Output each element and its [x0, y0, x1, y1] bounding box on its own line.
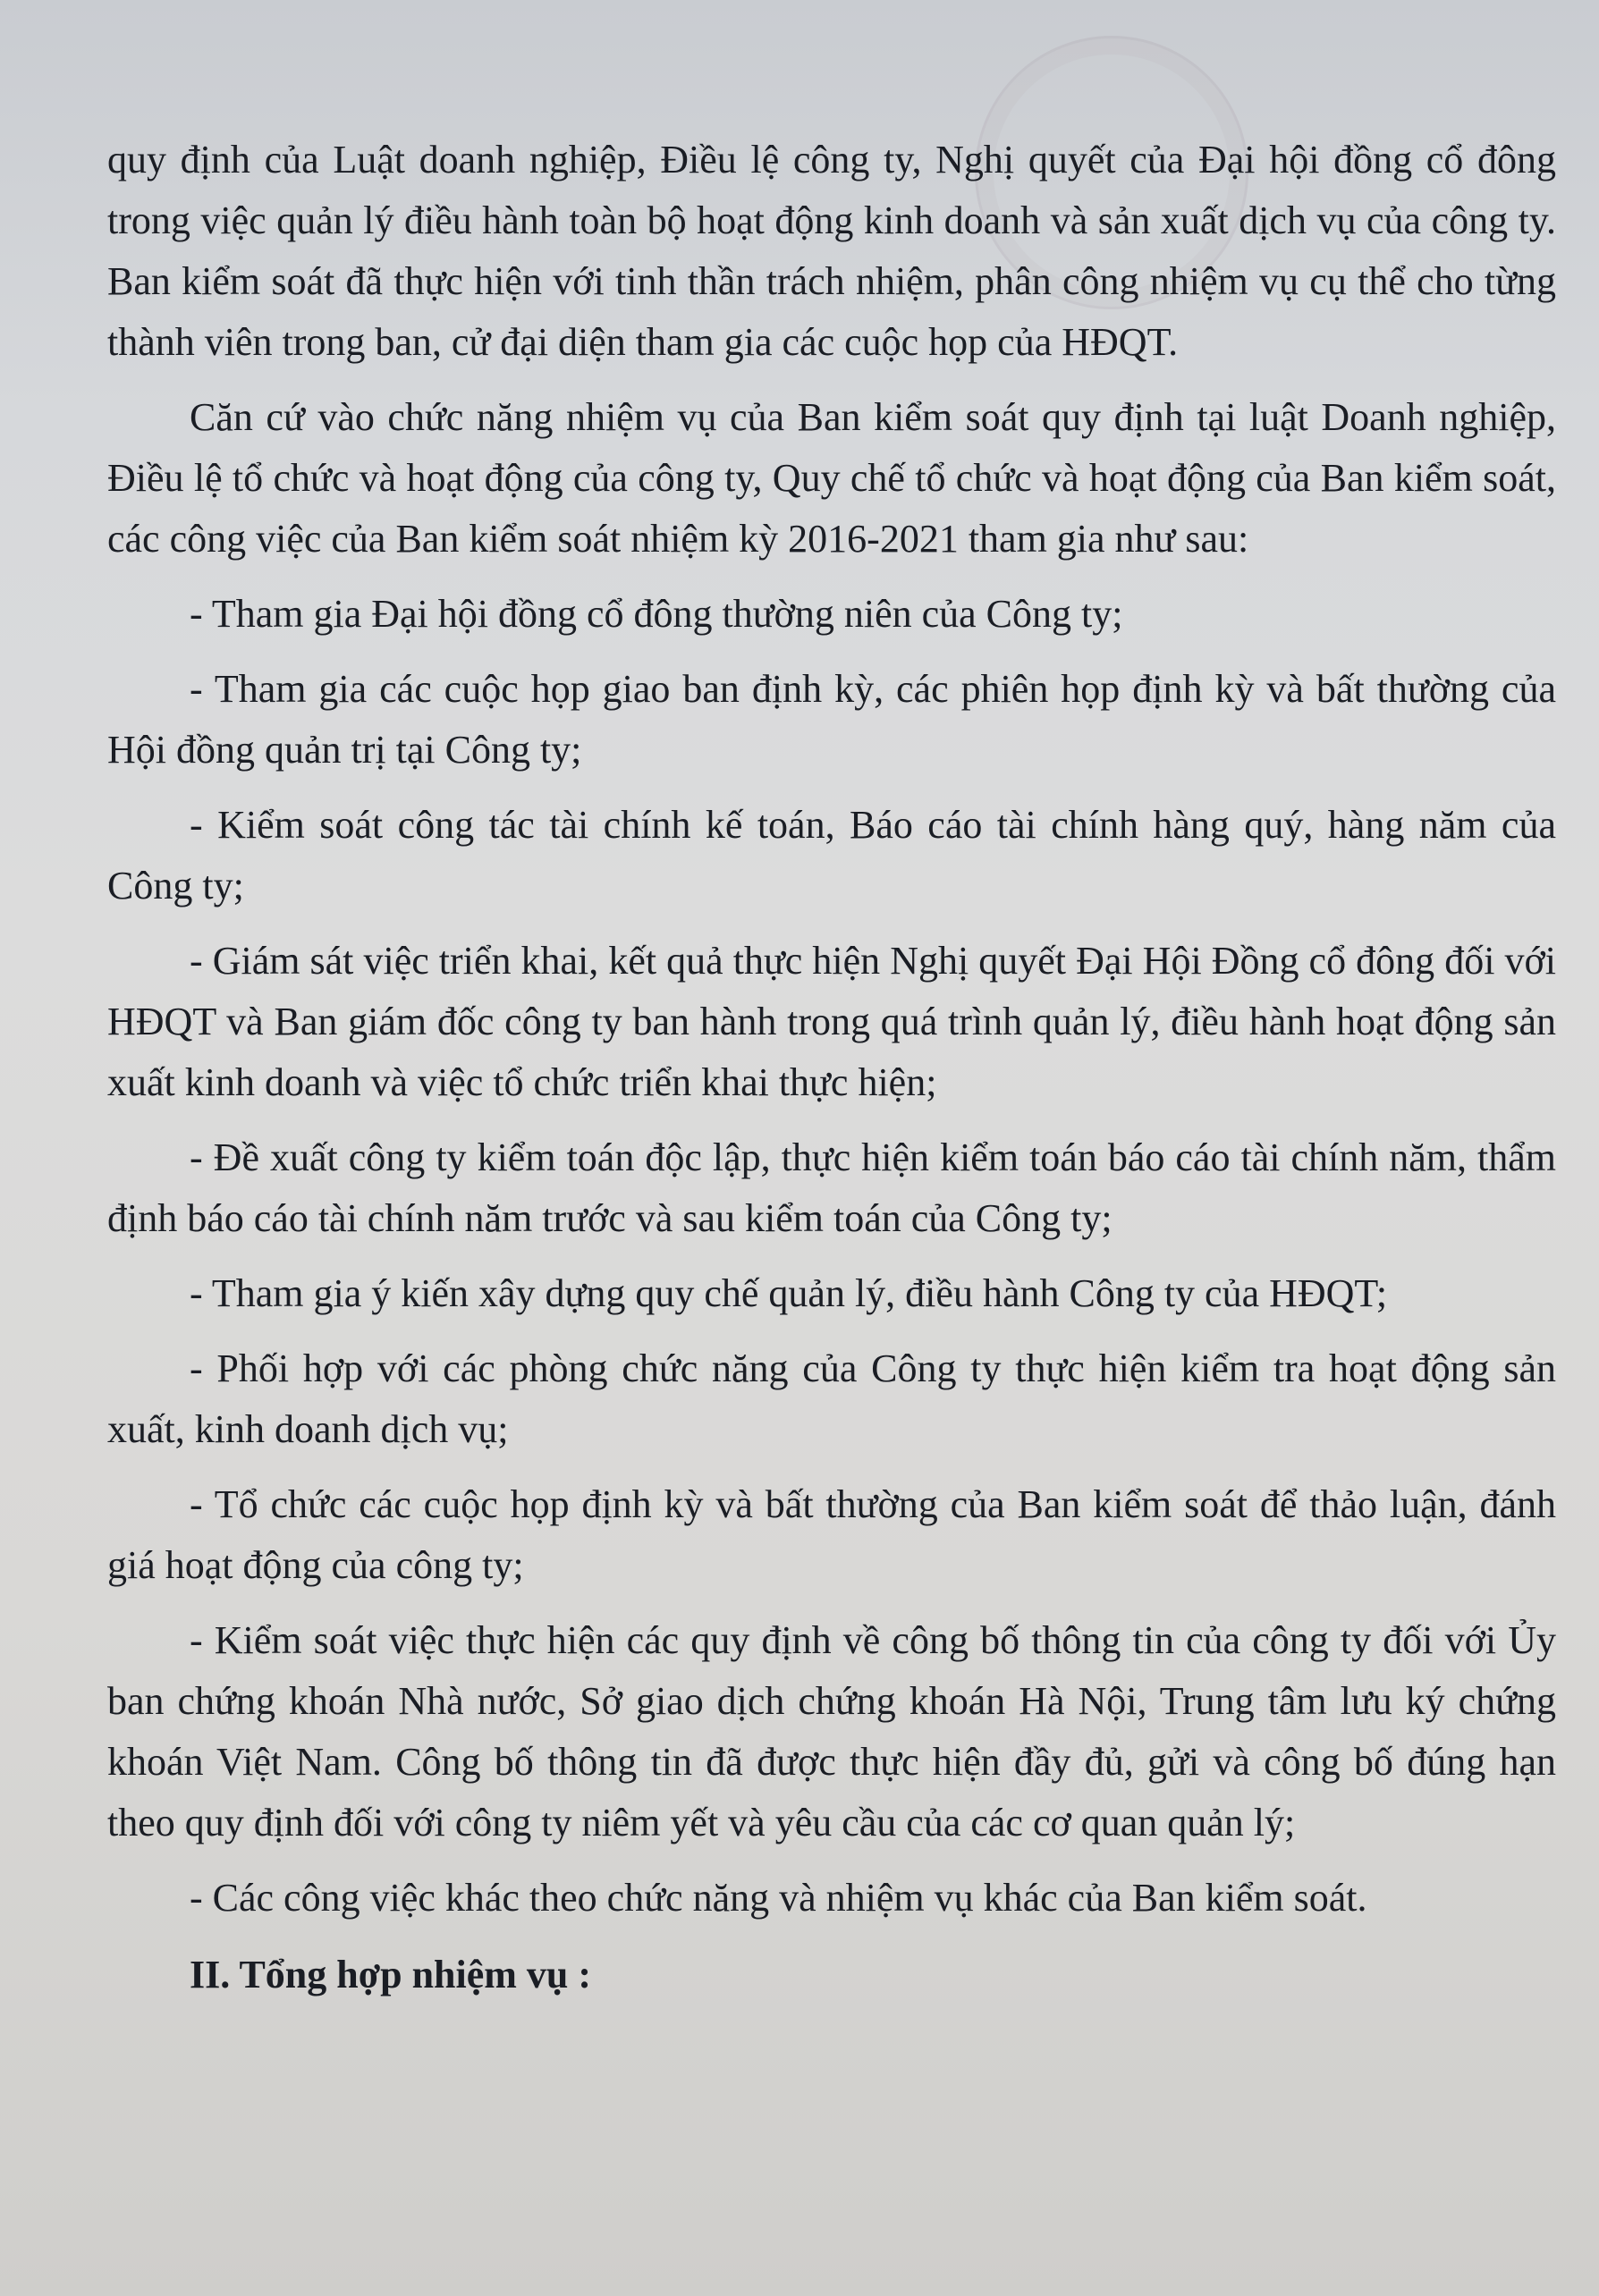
paragraph-continuation: quy định của Luật doanh nghiệp, Điều lệ công ty, Nghị quyết của Đại hội đồng cổ đông trong việc quản lý điều hành toàn bộ hoạt động kinh doanh và sản xuất dịch vụ của công ty. Ban kiểm soát đã thực hiện với tinh thần trách nhiệm, phân công nhiệm vụ cụ thể cho từng thành viên trong ban, cử đại diện tham gia các cuộc họp của HĐQT. [107, 138, 1556, 364]
list-item: - Tham gia ý kiến xây dựng quy chế quản lý, điều hành Công ty của HĐQT; [190, 1271, 1388, 1315]
paragraph-intro: Căn cứ vào chức năng nhiệm vụ của Ban kiểm soát quy định tại luật Doanh nghiệp, Điều lệ tổ chức và hoạt động của công ty, Quy chế tổ chức và hoạt động của Ban kiểm soát, các công việc của Ban kiểm soát nhiệm kỳ 2016-2021 tham gia như sau: [107, 395, 1556, 561]
list-item: - Đề xuất công ty kiểm toán độc lập, thực hiện kiểm toán báo cáo tài chính năm, thẩm định báo cáo tài chính năm trước và sau kiểm toán của Công ty; [107, 1135, 1556, 1240]
list-item: - Giám sát việc triển khai, kết quả thực hiện Nghị quyết Đại Hội Đồng cổ đông đối với HĐQT và Ban giám đốc công ty ban hành trong quá trình quản lý, điều hành hoạt động sản xuất kinh doanh và việc tổ chức triển khai thực hiện; [107, 939, 1556, 1104]
document-body [107, 130, 1556, 2005]
list-item: - Tham gia các cuộc họp giao ban định kỳ, các phiên họp định kỳ và bất thường của Hội đồng quản trị tại Công ty; [107, 667, 1556, 772]
section-heading: II. Tổng hợp nhiệm vụ : [190, 1953, 592, 1996]
list-item: - Tham gia Đại hội đồng cổ đông thường niên của Công ty; [190, 592, 1123, 636]
list-item: - Tổ chức các cuộc họp định kỳ và bất thường của Ban kiểm soát để thảo luận, đánh giá hoạt động của công ty; [107, 1482, 1556, 1587]
list-item: - Kiểm soát việc thực hiện các quy định về công bố thông tin của công ty đối với Ủy ban chứng khoán Nhà nước, Sở giao dịch chứng khoán Hà Nội, Trung tâm lưu ký chứng khoán Việt Nam. Công bố thông tin đã được thực hiện đầy đủ, gửi và công bố đúng hạn theo quy định đối với công ty niêm yết và yêu cầu của các cơ quan quản lý; [107, 1618, 1556, 1844]
list-item: - Các công việc khác theo chức năng và nhiệm vụ khác của Ban kiểm soát. [190, 1876, 1367, 1920]
list-item: - Phối hợp với các phòng chức năng của Công ty thực hiện kiểm tra hoạt động sản xuất, kinh doanh dịch vụ; [107, 1346, 1556, 1451]
list-item: - Kiểm soát công tác tài chính kế toán, Báo cáo tài chính hàng quý, hàng năm của Công ty; [107, 803, 1556, 907]
